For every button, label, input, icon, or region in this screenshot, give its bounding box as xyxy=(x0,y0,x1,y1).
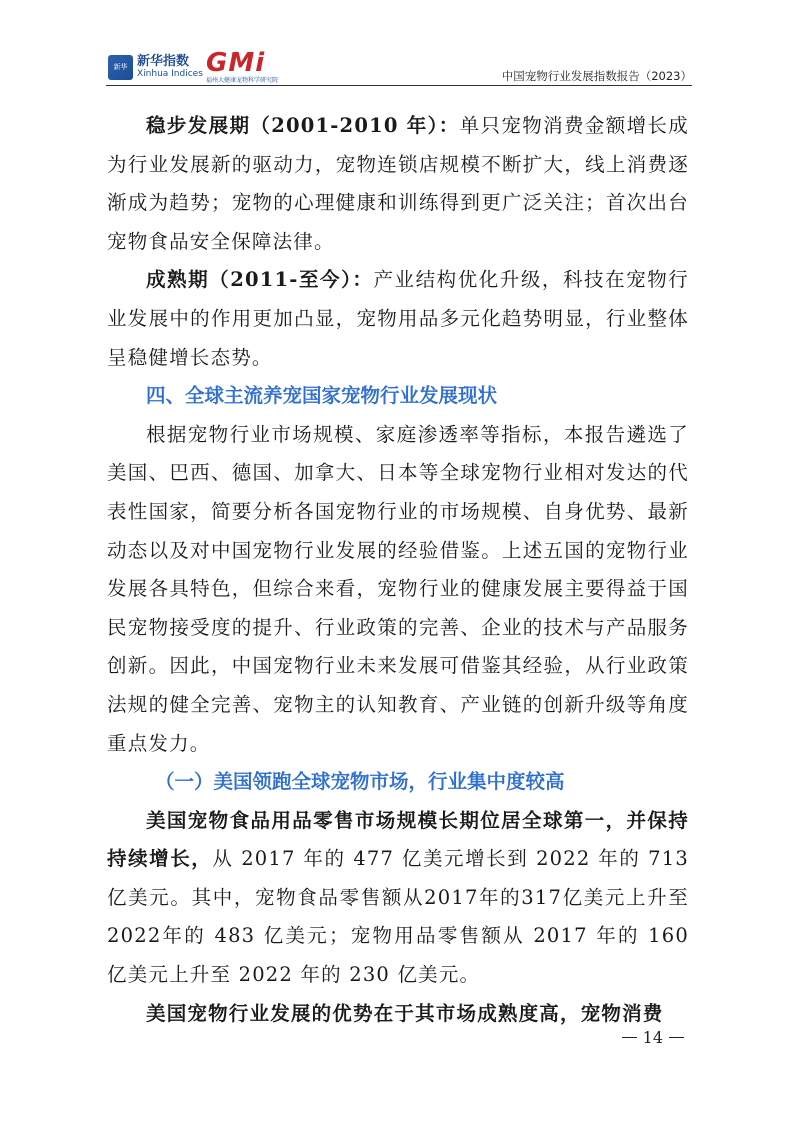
us-market-lead: 美国宠物食品用品零售市场规模长期位居全球第一，并保持持续增长， xyxy=(107,808,689,871)
paragraph-stable-period xyxy=(107,107,689,261)
page-number-dash-right xyxy=(669,1037,684,1038)
paragraph-us-market xyxy=(107,802,689,995)
xinhua-logo-cn: 新华指数 xyxy=(137,54,190,69)
paragraph-us-advantage xyxy=(107,995,689,1034)
xinhua-logo-en: Xinhua Indices xyxy=(137,69,203,79)
xinhua-indices-logo xyxy=(108,52,203,82)
page-body xyxy=(107,107,689,1033)
page-number xyxy=(616,1028,690,1047)
us-advantage-lead: 美国宠物行业发展的优势在于其市场成熟度高，宠物消费 xyxy=(146,1001,664,1025)
stable-period-text: 单只宠物消费金额增长成为行业发展新的驱动力，宠物连锁店规模不断扩大，线上消费逐渐成为趋势；宠物的心理健康和训练得到更广泛关注；首次出台宠物食品安全保障法律。 xyxy=(107,114,689,253)
stable-period-label: 稳步发展期（2001-2010 年）： xyxy=(146,114,460,137)
mature-period-text: 产业结构优化升级，科技在宠物行业发展中的作用更加凸显，宠物用品多元化趋势明显，行业整体呈稳健增长态势。 xyxy=(107,268,689,369)
page-number-value: 14 xyxy=(642,1028,663,1047)
gmi-logo-word: GMi xyxy=(206,48,266,78)
section-heading: 四、全球主流养宠国家宠物行业发展现状 xyxy=(146,384,498,408)
gmi-logo-subtitle: 福州大健康宠物科学研究院 xyxy=(206,77,279,84)
page-number-dash-left xyxy=(622,1037,637,1038)
paragraph-global-overview: 根据宠物行业市场规模、家庭渗透率等指标，本报告遴选了美国、巴西、德国、加拿大、日本等全球宠物行业相对发达的代表性国家，简要分析各国宠物行业的市场规模、自身优势、最新动态以及对中国宠物行业发展的经验借鉴。上述五国的宠物行业发展各具特色，但综合来看，宠物行业的健康发展主要得益于国民宠物接受度的提升、行业政策的完善、企业的技术与产品服务创新。因此，中国宠物行业未来发展可借鉴其经验，从行业政策法规的健全完善、宠物主的认知教育、产业链的创新升级等角度重点发力。 xyxy=(107,422,689,755)
gmi-logo xyxy=(206,50,290,82)
header-divider xyxy=(106,85,692,86)
report-title: 中国宠物行业发展指数报告（2023） xyxy=(501,69,692,83)
mature-period-label: 成熟期（2011-至今）： xyxy=(146,268,374,292)
us-market-text: 从 2017 年的 477 亿美元增长到 2022 年的 713 亿美元。其中，宠物食品零售额从2017年的317亿美元上升至2022年的 483 亿美元；宠物用品零售额从 2017 年的 160 亿美元上升至 2022 年的 230 亿美元。 xyxy=(107,847,689,987)
paragraph-mature-period xyxy=(107,261,689,377)
subsection-heading: （一）美国领跑全球宠物市场，行业集中度较高 xyxy=(155,770,565,794)
page-header xyxy=(0,0,793,95)
xinhua-badge-icon: 新华 xyxy=(108,55,133,80)
